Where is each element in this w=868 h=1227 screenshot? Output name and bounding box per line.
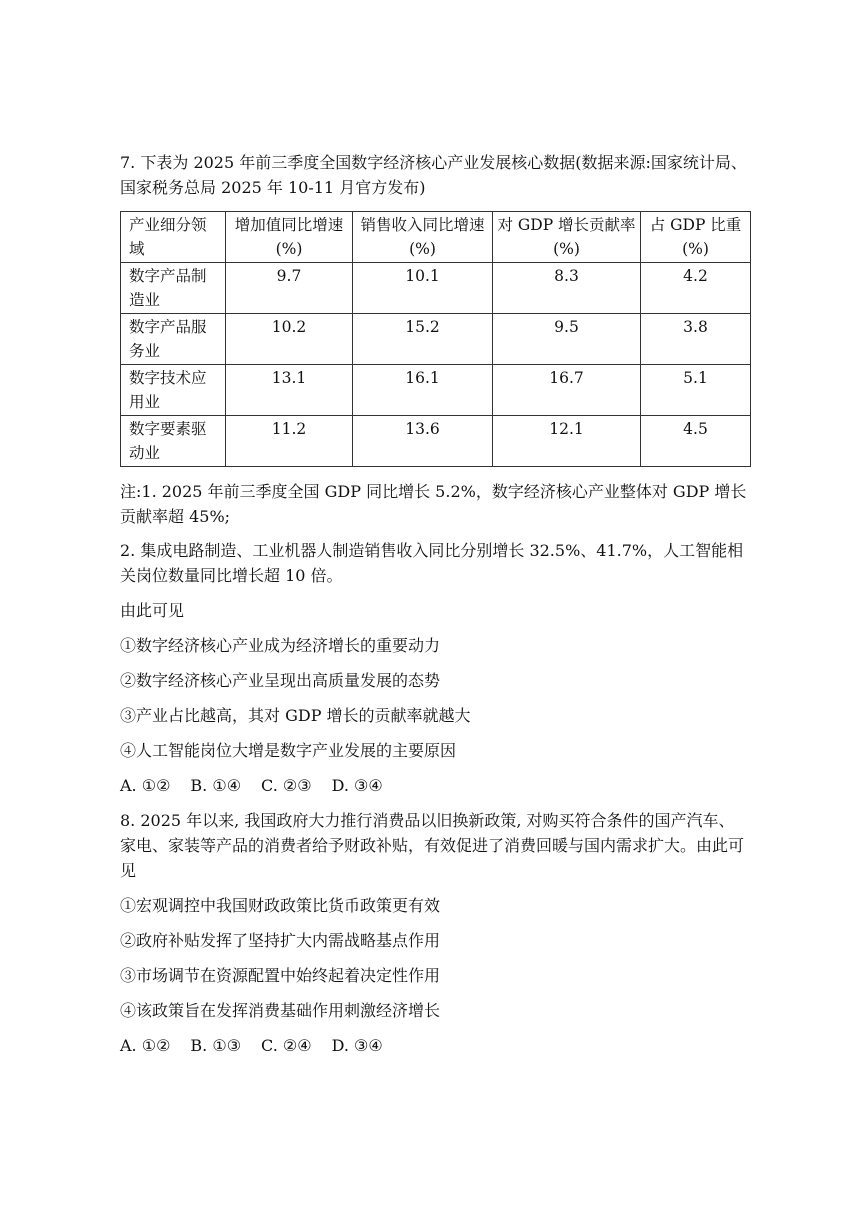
table-note-1: 注:1. 2025 年前三季度全国 GDP 同比增长 5.2%，数字经济核心产业整体对 GDP 增长贡献率超 45%; <box>120 482 747 526</box>
data-table <box>120 211 751 467</box>
table-cell: 16.1 <box>353 365 493 416</box>
option-b[interactable]: B. ①④ <box>190 776 242 795</box>
table-cell: 数字产品制造业 <box>121 263 226 314</box>
option-d[interactable]: D. ③④ <box>331 776 383 795</box>
table-header-row <box>121 212 751 263</box>
table-cell: 10.1 <box>353 263 493 314</box>
question-7-lead: 由此可见 <box>120 601 185 620</box>
table-header-cell: 销售收入同比增速(%) <box>353 212 493 263</box>
table-row <box>121 416 751 467</box>
table-header-cell: 产业细分领域 <box>121 212 226 263</box>
statement-item: ①宏观调控中我国财政政策比货币政策更有效 <box>120 896 441 915</box>
table-cell: 4.5 <box>641 416 751 467</box>
table-row <box>121 314 751 365</box>
table-cell: 5.1 <box>641 365 751 416</box>
table-cell: 8.3 <box>493 263 641 314</box>
table-cell: 3.8 <box>641 314 751 365</box>
answer-options <box>120 773 750 798</box>
question-7-stem: 7. 下表为 2025 年前三季度全国数字经济核心产业发展核心数据(数据来源:国家统计局、国家税务总局 2025 年 10-11 月官方发布) <box>120 153 747 197</box>
table-header-cell: 增加值同比增速(%) <box>226 212 353 263</box>
table-row <box>121 365 751 416</box>
option-c[interactable]: C. ②④ <box>261 1036 312 1055</box>
table-cell: 13.6 <box>353 416 493 467</box>
table-cell: 11.2 <box>226 416 353 467</box>
table-cell: 9.7 <box>226 263 353 314</box>
statement-item: ④人工智能岗位大增是数字产业发展的主要原因 <box>120 741 457 760</box>
table-cell: 9.5 <box>493 314 641 365</box>
table-cell: 数字要素驱动业 <box>121 416 226 467</box>
answer-options <box>120 1033 750 1058</box>
table-cell: 4.2 <box>641 263 751 314</box>
table-cell: 12.1 <box>493 416 641 467</box>
option-a[interactable]: A. ①② <box>120 776 171 795</box>
option-d[interactable]: D. ③④ <box>331 1036 383 1055</box>
option-a[interactable]: A. ①② <box>120 1036 171 1055</box>
table-header-cell: 对 GDP 增长贡献率(%) <box>493 212 641 263</box>
option-c[interactable]: C. ②③ <box>261 776 312 795</box>
table-cell: 16.7 <box>493 365 641 416</box>
table-row <box>121 263 751 314</box>
document-page <box>120 150 750 1058</box>
table-note-2: 2. 集成电路制造、工业机器人制造销售收入同比分别增长 32.5%、41.7%，人工智能相关岗位数量同比增长超 10 倍。 <box>120 541 744 585</box>
statement-item: ①数字经济核心产业成为经济增长的重要动力 <box>120 636 441 655</box>
statement-item: ②数字经济核心产业呈现出高质量发展的态势 <box>120 671 441 690</box>
statement-item: ③产业占比越高，其对 GDP 增长的贡献率就越大 <box>120 706 471 725</box>
table-cell: 数字技术应用业 <box>121 365 226 416</box>
table-cell: 10.2 <box>226 314 353 365</box>
option-b[interactable]: B. ①③ <box>190 1036 242 1055</box>
table-cell: 15.2 <box>353 314 493 365</box>
statement-item: ④该政策旨在发挥消费基础作用刺激经济增长 <box>120 1001 441 1020</box>
statement-item: ②政府补贴发挥了坚持扩大内需战略基点作用 <box>120 931 441 950</box>
table-header-cell: 占 GDP 比重(%) <box>641 212 751 263</box>
table-cell: 数字产品服务业 <box>121 314 226 365</box>
table-cell: 13.1 <box>226 365 353 416</box>
statement-item: ③市场调节在资源配置中始终起着决定性作用 <box>120 966 441 985</box>
question-8-stem: 8. 2025 年以来, 我国政府大力推行消费品以旧换新政策, 对购买符合条件的国产汽车、家电、家装等产品的消费者给予财政补贴，有效促进了消费回暖与国内需求扩大。由此可见 <box>120 811 745 880</box>
